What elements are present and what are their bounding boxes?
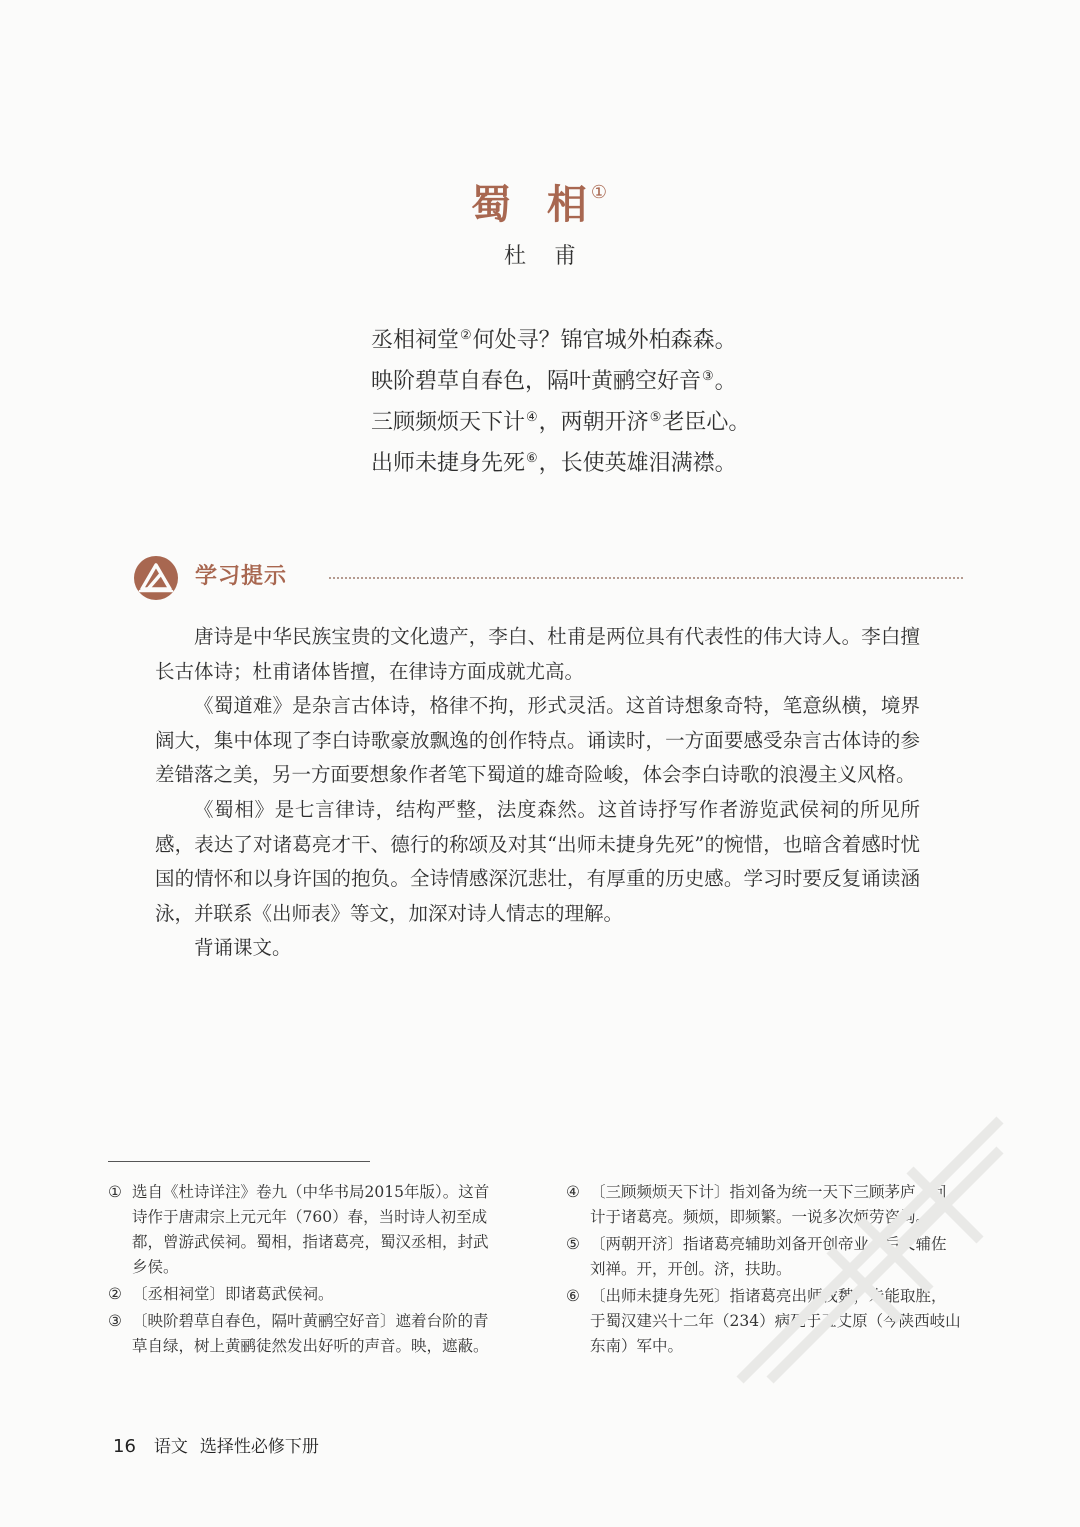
footnote-marker: ③ <box>702 369 714 384</box>
footnote <box>108 1309 503 1359</box>
footnote-number: ② <box>108 1285 122 1303</box>
footnote-text: 〔映阶碧草自春色，隔叶黄鹂空好音〕遮着台阶的青草自绿，树上黄鹂徒然发出好听的声音。映，遮蔽。 <box>132 1312 489 1355</box>
poem-line <box>371 441 831 482</box>
title-char-1: 蜀 <box>470 181 513 228</box>
author-char-2: 甫 <box>554 244 577 269</box>
footnote-text: 〔出师未捷身先死〕指诸葛亮出师伐魏，未能取胜，于蜀汉建兴十二年（234）病死于五丈原（今陕西岐山东南）军中。 <box>590 1287 961 1355</box>
footnote-text: 〔两朝开济〕指诸葛亮辅助刘备开创帝业，后又辅佐刘禅。开，开创。济，扶助。 <box>590 1235 947 1278</box>
footnote-number: ⑥ <box>566 1287 580 1305</box>
poem-line <box>371 400 831 441</box>
tips-paragraph: 《蜀道难》是杂言古体诗，格律不拘，形式灵活。这首诗想象奇特，笔意纵横，境界阔大，集中体现了李白诗歌豪放飘逸的创作特点。诵读时，一方面要感受杂言古体诗的参差错落之美，另一方面要想象作者笔下蜀道的雄奇险峻，体会李白诗歌的浪漫主义风格。 <box>155 694 920 787</box>
poem-line-text: 丞相祠堂 <box>371 328 460 353</box>
footnote-marker: ⑤ <box>649 410 662 425</box>
poem-line-text: 三顾频烦天下计 <box>371 410 526 435</box>
poem-line-text: ，长使英雄泪满襟。 <box>538 451 737 476</box>
study-tips-header <box>133 555 963 605</box>
poem-line <box>371 318 831 359</box>
poem-line-text: 。 <box>714 369 737 394</box>
poem-line-text: 何处寻？锦官城外柏森森。 <box>472 328 737 353</box>
poem-line-text: 出师未捷身先死 <box>371 451 526 476</box>
footnote-number: ④ <box>566 1183 580 1201</box>
footnote-number: ③ <box>108 1312 122 1330</box>
poem-author <box>0 242 1080 272</box>
tips-paragraph: 唐诗是中华民族宝贵的文化遗产，李白、杜甫是两位具有代表性的伟大诗人。李白擅长古体诗；杜甫诸体皆擅，在律诗方面成就尤高。 <box>155 625 920 683</box>
poem-line-text: 老臣心。 <box>662 410 751 435</box>
dotted-divider <box>329 577 963 579</box>
footnote-number: ⑤ <box>566 1235 580 1253</box>
poem-line-text: 映阶碧草自春色，隔叶黄鹂空好音 <box>371 369 702 394</box>
study-tips-label: 学习提示 <box>195 564 288 589</box>
footnotes-left-column <box>108 1180 503 1361</box>
page-number: 16 <box>113 1436 136 1457</box>
footnote-text: 选自《杜诗详注》卷九（中华书局2015年版）。这首诗作于唐肃宗上元元年（760）春，当时诗人初至成都，曾游武侯祠。蜀相，指诸葛亮，蜀汉丞相，封武乡侯。 <box>132 1183 490 1276</box>
footnote-rule <box>108 1161 370 1162</box>
author-char-1: 杜 <box>503 244 526 269</box>
footer-subject: 语文 <box>153 1437 188 1457</box>
footnote-text: 〔三顾频烦天下计〕指刘备为统一天下三顾茅庐，问计于诸葛亮。频烦，即频繁。一说多次烦劳咨询。 <box>590 1183 947 1226</box>
publisher-watermark <box>700 1080 1030 1410</box>
footnote <box>108 1282 503 1307</box>
tips-paragraph: 《蜀相》是七言律诗，结构严整，法度森然。这首诗抒写作者游览武侯祠的所见所感，表达了对诸葛亮才干、德行的称颂及对其“出师未捷身先死”的惋惜，也暗含着感时忧国的情怀和以身许国的抱负。全诗情感深沉悲壮，有厚重的历史感。学习时要反复诵读涵泳，并联系《出师表》等文，加深对诗人情志的理解。 <box>155 797 920 925</box>
poem-line <box>371 359 831 400</box>
footnote <box>108 1180 503 1280</box>
footnote-marker: ④ <box>526 410 538 425</box>
poem-line-text: ，两朝开济 <box>538 410 649 435</box>
page-footer <box>113 1435 319 1459</box>
title-footnote-marker: ① <box>590 182 610 203</box>
poem-body <box>371 318 831 482</box>
poem-title <box>0 166 1080 232</box>
title-char-2: 相 <box>546 181 589 228</box>
study-tips-body <box>155 620 920 966</box>
footnote-text: 〔丞相祠堂〕即诸葛武侯祠。 <box>132 1285 334 1303</box>
study-tips-icon <box>133 555 179 601</box>
tips-paragraph: 背诵课文。 <box>194 936 292 960</box>
footnote-marker: ② <box>460 328 472 343</box>
footer-book: 选择性必修下册 <box>199 1437 319 1457</box>
footnote-marker: ⑥ <box>526 451 538 466</box>
footnote-number: ① <box>108 1183 122 1201</box>
